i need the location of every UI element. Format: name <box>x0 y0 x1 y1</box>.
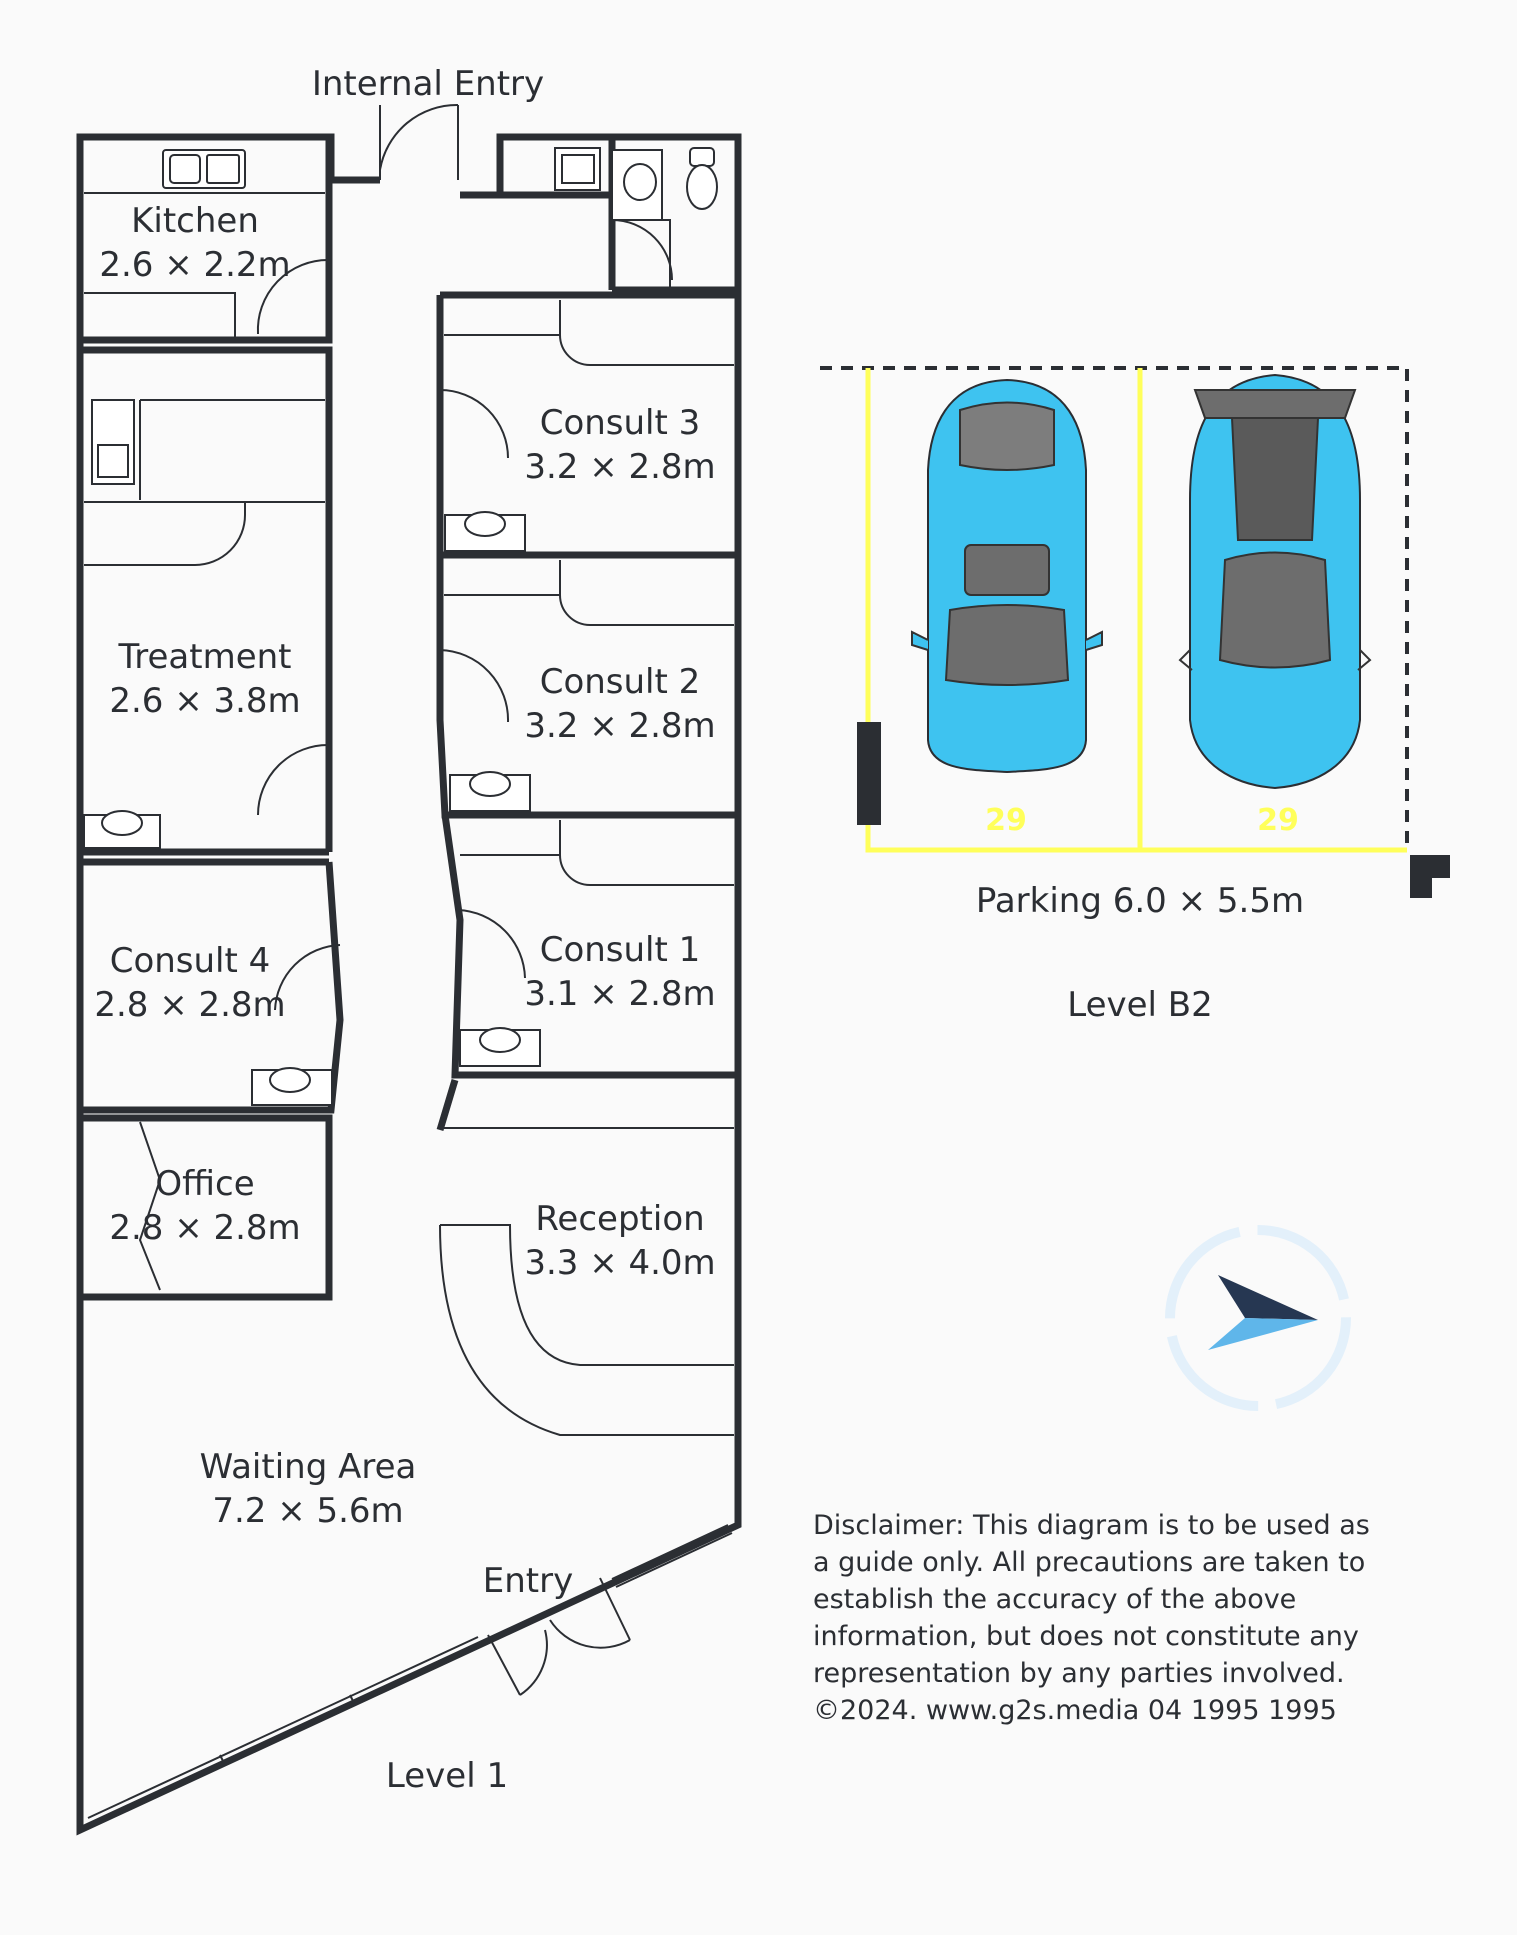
disclaimer-line-3: establish the accuracy of the above <box>813 1584 1297 1615</box>
consult3-door <box>440 390 508 458</box>
treatment-dims: 2.6 × 3.8m <box>109 681 301 721</box>
reception-dims: 3.3 × 4.0m <box>524 1243 716 1283</box>
parking-spot-number-1: 29 <box>985 803 1027 838</box>
disclaimer <box>813 1510 1370 1726</box>
sink-icon <box>445 512 525 551</box>
consult2-door <box>440 650 508 722</box>
level1-title: Level 1 <box>385 1756 509 1796</box>
consult1-door <box>458 910 525 978</box>
office-dims: 2.8 × 2.8m <box>109 1208 301 1248</box>
parking-column <box>1410 855 1450 898</box>
level1-plan <box>80 64 738 1830</box>
reception-label: Reception <box>535 1199 705 1239</box>
parking-pillar <box>857 722 881 825</box>
sink-icon <box>252 1068 332 1105</box>
disclaimer-line-4: information, but does not constitute any <box>813 1621 1359 1652</box>
consult3-label: Consult 3 <box>539 403 701 443</box>
disclaimer-line-6: ©2024. www.g2s.media 04 1995 1995 <box>813 1695 1337 1726</box>
sink-icon <box>163 150 245 188</box>
consult4-dims: 2.8 × 2.8m <box>94 985 286 1025</box>
toilet-icon <box>687 148 717 209</box>
sink-icon <box>84 811 160 848</box>
internal-entry-door <box>380 105 458 180</box>
kitchen-dims: 2.6 × 2.2m <box>99 245 291 285</box>
sink-icon <box>92 400 134 484</box>
internal-entry-label: Internal Entry <box>311 64 545 104</box>
treatment-label: Treatment <box>118 637 292 677</box>
treatment-door <box>258 745 329 815</box>
waiting-dims: 7.2 × 5.6m <box>212 1491 404 1531</box>
sink-icon <box>555 148 600 190</box>
levelB2-title: Level B2 <box>1067 985 1213 1025</box>
consult3-dims: 3.2 × 2.8m <box>524 447 716 487</box>
office-label: Office <box>155 1164 255 1204</box>
waiting-label: Waiting Area <box>199 1447 417 1487</box>
kitchen-label: Kitchen <box>131 201 259 241</box>
sink-icon <box>612 150 662 220</box>
compass-arrow-icon <box>1170 1230 1346 1406</box>
disclaimer-line-1: Disclaimer: This diagram is to be used as <box>813 1510 1370 1541</box>
consult1-label: Consult 1 <box>539 930 701 970</box>
consult2-dims: 3.2 × 2.8m <box>524 706 716 746</box>
car-sedan-icon <box>912 380 1102 772</box>
parking-spot-number-2: 29 <box>1257 803 1299 838</box>
disclaimer-line-5: representation by any parties involved. <box>813 1658 1345 1689</box>
parking-plan <box>820 368 1450 1025</box>
consult2-label: Consult 2 <box>539 662 701 702</box>
consult4-label: Consult 4 <box>109 941 271 981</box>
entry-label: Entry <box>482 1561 574 1601</box>
car-sports-icon <box>1180 375 1370 788</box>
office-wardrobe <box>140 1122 160 1290</box>
consult1-dims: 3.1 × 2.8m <box>524 974 716 1014</box>
parking-label: Parking 6.0 × 5.5m <box>975 881 1305 921</box>
sink-icon <box>460 1028 540 1066</box>
disclaimer-line-2: a guide only. All precautions are taken to <box>813 1547 1366 1578</box>
sink-icon <box>450 772 530 811</box>
